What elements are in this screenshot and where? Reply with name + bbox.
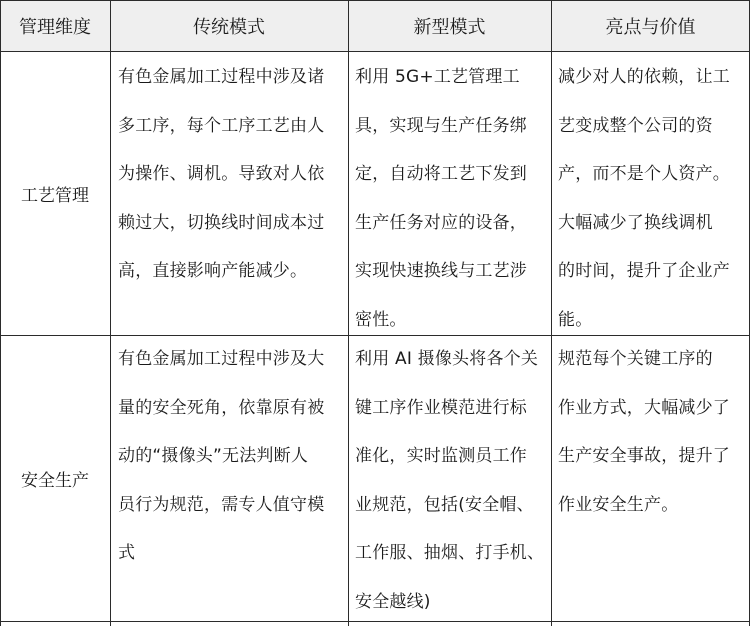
row-traditional-cell: [118, 53, 324, 296]
text-line: 高，直接影响产能减少。: [118, 261, 308, 281]
text-line: 密性。: [355, 309, 407, 330]
text-line: 有色金属加工过程中涉及大: [118, 349, 325, 369]
text-line: 量的安全死角，依靠原有被: [118, 397, 325, 418]
text-line: 定，自动将工艺下发到: [355, 164, 527, 184]
row-new-mode-cell: [355, 335, 544, 626]
text-line: 生产任务对应的设备，: [355, 212, 527, 233]
text-line: 有色金属加工过程中涉及诸: [118, 67, 325, 87]
text-line: 多工序，每个工序工艺由人: [118, 115, 325, 136]
column-divider: [110, 0, 111, 626]
text-line: 具，实现与生产任务绑: [355, 115, 527, 136]
text-line: 产，而不是个人资产。: [558, 164, 730, 184]
text-line: 能。: [558, 309, 593, 330]
text-line: 生产安全事故，提升了: [558, 446, 730, 466]
table-border-top: [0, 0, 750, 1]
text-line: 赖过大，切换线时间成本过: [118, 212, 325, 233]
text-line: 业规范，包括(安全帽、: [355, 494, 534, 515]
text-line: 规范每个关键工序的: [558, 349, 713, 369]
header-new-mode: 新型模式: [413, 16, 486, 38]
text-line: 实现快速换线与工艺涉: [355, 261, 527, 281]
table-border-left: [0, 0, 1, 626]
row-value-cell: [558, 335, 730, 529]
row-divider: [0, 621, 750, 622]
text-line: 为操作、调机。导致对人依: [118, 164, 325, 184]
row-dimension: 安全生产: [21, 470, 89, 491]
header-value: 亮点与价值: [605, 16, 696, 38]
header-divider: [0, 51, 750, 52]
column-divider: [551, 0, 552, 626]
text-line: 利用 5G+工艺管理工: [355, 67, 520, 87]
text-line: 键工序作业模范进行标: [355, 397, 527, 418]
column-divider: [348, 0, 349, 626]
header-dimension: 管理维度: [19, 16, 91, 38]
row-new-mode-cell: [355, 53, 527, 344]
row-dimension: 工艺管理: [21, 185, 89, 206]
header-traditional: 传统模式: [193, 16, 265, 38]
text-line: 利用 AI 摄像头将各个关: [355, 349, 539, 369]
text-line: 减少对人的依赖，让工: [558, 67, 730, 87]
text-line: 艺变成整个公司的资: [558, 115, 713, 136]
text-line: 式: [118, 543, 136, 563]
text-line: 动的“摄像头”无法判断人: [118, 446, 309, 466]
text-line: 员行为规范，需专人值守模: [118, 494, 325, 515]
row-divider: [0, 335, 750, 336]
text-line: 作业安全生产。: [558, 494, 679, 515]
text-line: 大幅减少了换线调机: [558, 212, 713, 233]
text-line: 准化，实时监测员工作: [355, 446, 527, 466]
text-line: 工作服、抽烟、打手机、: [355, 543, 545, 563]
text-line: 作业方式，大幅减少了: [558, 397, 730, 418]
row-value-cell: [558, 53, 730, 344]
row-traditional-cell: [118, 335, 324, 578]
text-line: 安全越线): [355, 591, 431, 612]
text-line: 的时间，提升了企业产: [558, 261, 730, 281]
